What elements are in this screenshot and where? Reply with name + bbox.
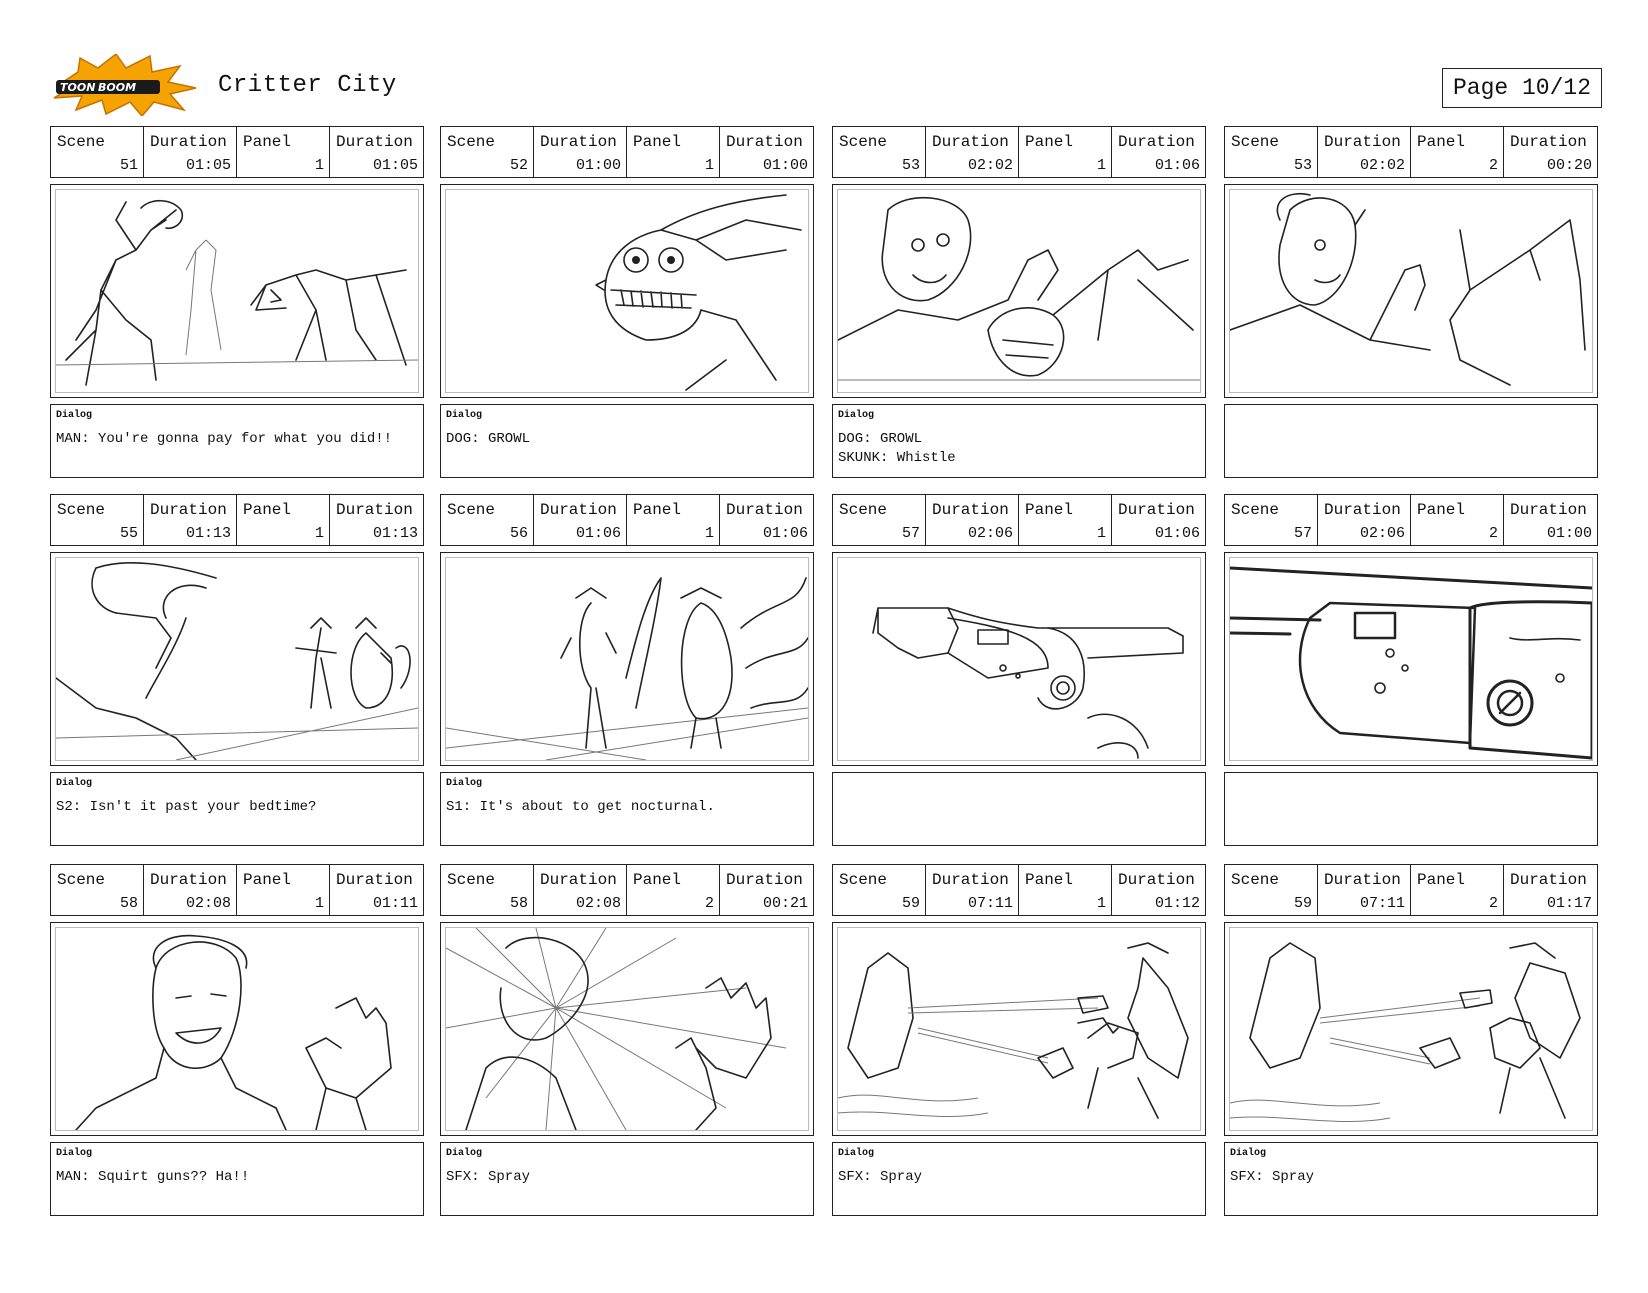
dialog-label: Dialog xyxy=(838,410,875,421)
dialog-box xyxy=(832,772,1206,846)
panel-number: 1 xyxy=(704,157,714,174)
panel-sketch xyxy=(50,552,424,766)
panel-duration: 01:06 xyxy=(1154,157,1200,174)
dialog-box xyxy=(1224,772,1598,846)
dialog-label: Dialog xyxy=(446,1148,483,1159)
scene-duration-label: Duration xyxy=(540,501,617,519)
dialog-line: MAN: You're gonna pay for what you did!! xyxy=(56,431,393,447)
panel-number: 1 xyxy=(1096,895,1106,912)
scene-duration-label: Duration xyxy=(1324,871,1401,889)
scene-label: Scene xyxy=(57,871,106,889)
scene-label: Scene xyxy=(1231,871,1280,889)
dialog-box xyxy=(50,404,424,478)
panel-duration: 01:13 xyxy=(372,525,418,542)
panel-duration: 00:20 xyxy=(1546,157,1592,174)
scene-duration: 01:05 xyxy=(185,157,231,174)
panel-number: 1 xyxy=(704,525,714,542)
scene-duration: 07:11 xyxy=(1359,895,1405,912)
scene-duration: 02:06 xyxy=(1359,525,1405,542)
dialog-box xyxy=(50,1142,424,1216)
scene-number: 55 xyxy=(119,525,138,542)
scene-label: Scene xyxy=(839,871,888,889)
scene-duration-label: Duration xyxy=(150,133,227,151)
scene-label: Scene xyxy=(447,501,496,519)
dialog-box xyxy=(832,1142,1206,1216)
scene-label: Scene xyxy=(447,871,496,889)
panel-duration-label: Duration xyxy=(1118,133,1195,151)
panel-sketch xyxy=(1224,552,1598,766)
panel-duration-label: Duration xyxy=(1118,871,1195,889)
panel-header xyxy=(50,126,424,178)
scene-number: 59 xyxy=(901,895,920,912)
scene-duration-label: Duration xyxy=(932,871,1009,889)
scene-number: 53 xyxy=(901,157,920,174)
panel-label: Panel xyxy=(1417,871,1466,889)
dialog-line: SFX: Spray xyxy=(446,1169,531,1185)
panel-duration-label: Duration xyxy=(1510,501,1587,519)
toonboom-logo xyxy=(50,54,200,116)
svg-text:TOON: TOON xyxy=(60,81,96,94)
panel-number: 1 xyxy=(314,525,324,542)
scene-label: Scene xyxy=(839,501,888,519)
panel-label: Panel xyxy=(633,501,682,519)
scene-label: Scene xyxy=(1231,133,1280,151)
dialog-label: Dialog xyxy=(1230,1148,1267,1159)
scene-number: 56 xyxy=(509,525,528,542)
panel-number: 1 xyxy=(1096,525,1106,542)
scene-number: 58 xyxy=(119,895,138,912)
scene-duration: 02:06 xyxy=(967,525,1013,542)
panel-header xyxy=(440,864,814,916)
page-indicator: Page 10/12 xyxy=(1442,68,1602,108)
panel-sketch xyxy=(832,922,1206,1136)
panel-duration-label: Duration xyxy=(726,871,803,889)
scene-duration: 02:08 xyxy=(185,895,231,912)
panel-duration: 01:12 xyxy=(1154,895,1200,912)
scene-duration-label: Duration xyxy=(1324,501,1401,519)
panel-number: 2 xyxy=(1488,895,1498,912)
panel-duration: 01:05 xyxy=(372,157,418,174)
panel-duration: 01:17 xyxy=(1546,895,1592,912)
dialog-line: SFX: Spray xyxy=(838,1169,923,1185)
dialog-box xyxy=(50,772,424,846)
panel-label: Panel xyxy=(243,501,292,519)
dialog-line: SFX: Spray xyxy=(1230,1169,1315,1185)
panel-number: 2 xyxy=(1488,525,1498,542)
panel-header xyxy=(440,494,814,546)
scene-duration-label: Duration xyxy=(932,501,1009,519)
panel-duration: 01:00 xyxy=(1546,525,1592,542)
panel-label: Panel xyxy=(1025,501,1074,519)
scene-duration-label: Duration xyxy=(150,501,227,519)
scene-label: Scene xyxy=(839,133,888,151)
dialog-line: DOG: GROWL xyxy=(838,431,923,447)
scene-duration: 01:00 xyxy=(575,157,621,174)
panel-header xyxy=(50,494,424,546)
panel-duration-label: Duration xyxy=(1118,501,1195,519)
panel-duration: 01:11 xyxy=(372,895,418,912)
panel-label: Panel xyxy=(633,133,682,151)
panel-duration-label: Duration xyxy=(726,501,803,519)
panel-duration-label: Duration xyxy=(336,871,413,889)
panel-duration-label: Duration xyxy=(336,133,413,151)
panel-header xyxy=(832,494,1206,546)
scene-duration: 01:06 xyxy=(575,525,621,542)
scene-label: Scene xyxy=(57,501,106,519)
panel-sketch xyxy=(832,552,1206,766)
panel-label: Panel xyxy=(243,871,292,889)
scene-number: 59 xyxy=(1293,895,1312,912)
dialog-line: MAN: Squirt guns?? Ha!! xyxy=(56,1169,250,1185)
panel-duration: 01:00 xyxy=(762,157,808,174)
scene-label: Scene xyxy=(57,133,106,151)
dialog-box xyxy=(1224,404,1598,478)
panel-label: Panel xyxy=(1025,133,1074,151)
dialog-box xyxy=(1224,1142,1598,1216)
scene-duration: 02:02 xyxy=(1359,157,1405,174)
scene-number: 57 xyxy=(1293,525,1312,542)
dialog-label: Dialog xyxy=(446,410,483,421)
panel-sketch xyxy=(440,184,814,398)
panel-label: Panel xyxy=(1417,133,1466,151)
dialog-label: Dialog xyxy=(838,1148,875,1159)
scene-number: 52 xyxy=(509,157,528,174)
dialog-box xyxy=(832,404,1206,478)
panel-sketch xyxy=(440,922,814,1136)
panel-sketch xyxy=(50,184,424,398)
panel-label: Panel xyxy=(1025,871,1074,889)
panel-sketch xyxy=(50,922,424,1136)
panel-sketch xyxy=(1224,922,1598,1136)
panel-header xyxy=(1224,494,1598,546)
dialog-box xyxy=(440,404,814,478)
scene-duration: 07:11 xyxy=(967,895,1013,912)
dialog-label: Dialog xyxy=(56,778,93,789)
panel-duration: 01:06 xyxy=(762,525,808,542)
panel-label: Panel xyxy=(633,871,682,889)
dialog-box xyxy=(440,1142,814,1216)
panel-duration-label: Duration xyxy=(726,133,803,151)
scene-duration-label: Duration xyxy=(1324,133,1401,151)
dialog-line: S1: It's about to get nocturnal. xyxy=(446,799,715,815)
panel-duration-label: Duration xyxy=(336,501,413,519)
panel-duration-label: Duration xyxy=(1510,871,1587,889)
dialog-line: SKUNK: Whistle xyxy=(838,450,956,466)
dialog-label: Dialog xyxy=(56,1148,93,1159)
panel-header xyxy=(1224,864,1598,916)
panel-header xyxy=(1224,126,1598,178)
dialog-box xyxy=(440,772,814,846)
scene-duration: 02:08 xyxy=(575,895,621,912)
panel-duration-label: Duration xyxy=(1510,133,1587,151)
dialog-label: Dialog xyxy=(446,778,483,789)
panel-number: 2 xyxy=(704,895,714,912)
scene-duration: 01:13 xyxy=(185,525,231,542)
panel-header xyxy=(440,126,814,178)
scene-number: 57 xyxy=(901,525,920,542)
panel-duration: 00:21 xyxy=(762,895,808,912)
scene-number: 51 xyxy=(119,157,138,174)
scene-number: 53 xyxy=(1293,157,1312,174)
svg-text:BOOM: BOOM xyxy=(98,81,137,94)
panel-number: 2 xyxy=(1488,157,1498,174)
panel-sketch xyxy=(440,552,814,766)
panel-number: 1 xyxy=(314,157,324,174)
scene-duration: 02:02 xyxy=(967,157,1013,174)
panel-sketch xyxy=(1224,184,1598,398)
panel-header xyxy=(832,864,1206,916)
dialog-line: S2: Isn't it past your bedtime? xyxy=(56,799,317,815)
scene-duration-label: Duration xyxy=(540,133,617,151)
scene-duration-label: Duration xyxy=(150,871,227,889)
scene-label: Scene xyxy=(1231,501,1280,519)
scene-duration-label: Duration xyxy=(540,871,617,889)
project-title: Critter City xyxy=(218,72,397,99)
panel-header xyxy=(832,126,1206,178)
panel-duration: 01:06 xyxy=(1154,525,1200,542)
panel-number: 1 xyxy=(314,895,324,912)
panel-label: Panel xyxy=(1417,501,1466,519)
dialog-line: DOG: GROWL xyxy=(446,431,531,447)
panel-header xyxy=(50,864,424,916)
dialog-label: Dialog xyxy=(56,410,93,421)
scene-number: 58 xyxy=(509,895,528,912)
scene-duration-label: Duration xyxy=(932,133,1009,151)
panel-number: 1 xyxy=(1096,157,1106,174)
panel-sketch xyxy=(832,184,1206,398)
scene-label: Scene xyxy=(447,133,496,151)
panel-label: Panel xyxy=(243,133,292,151)
